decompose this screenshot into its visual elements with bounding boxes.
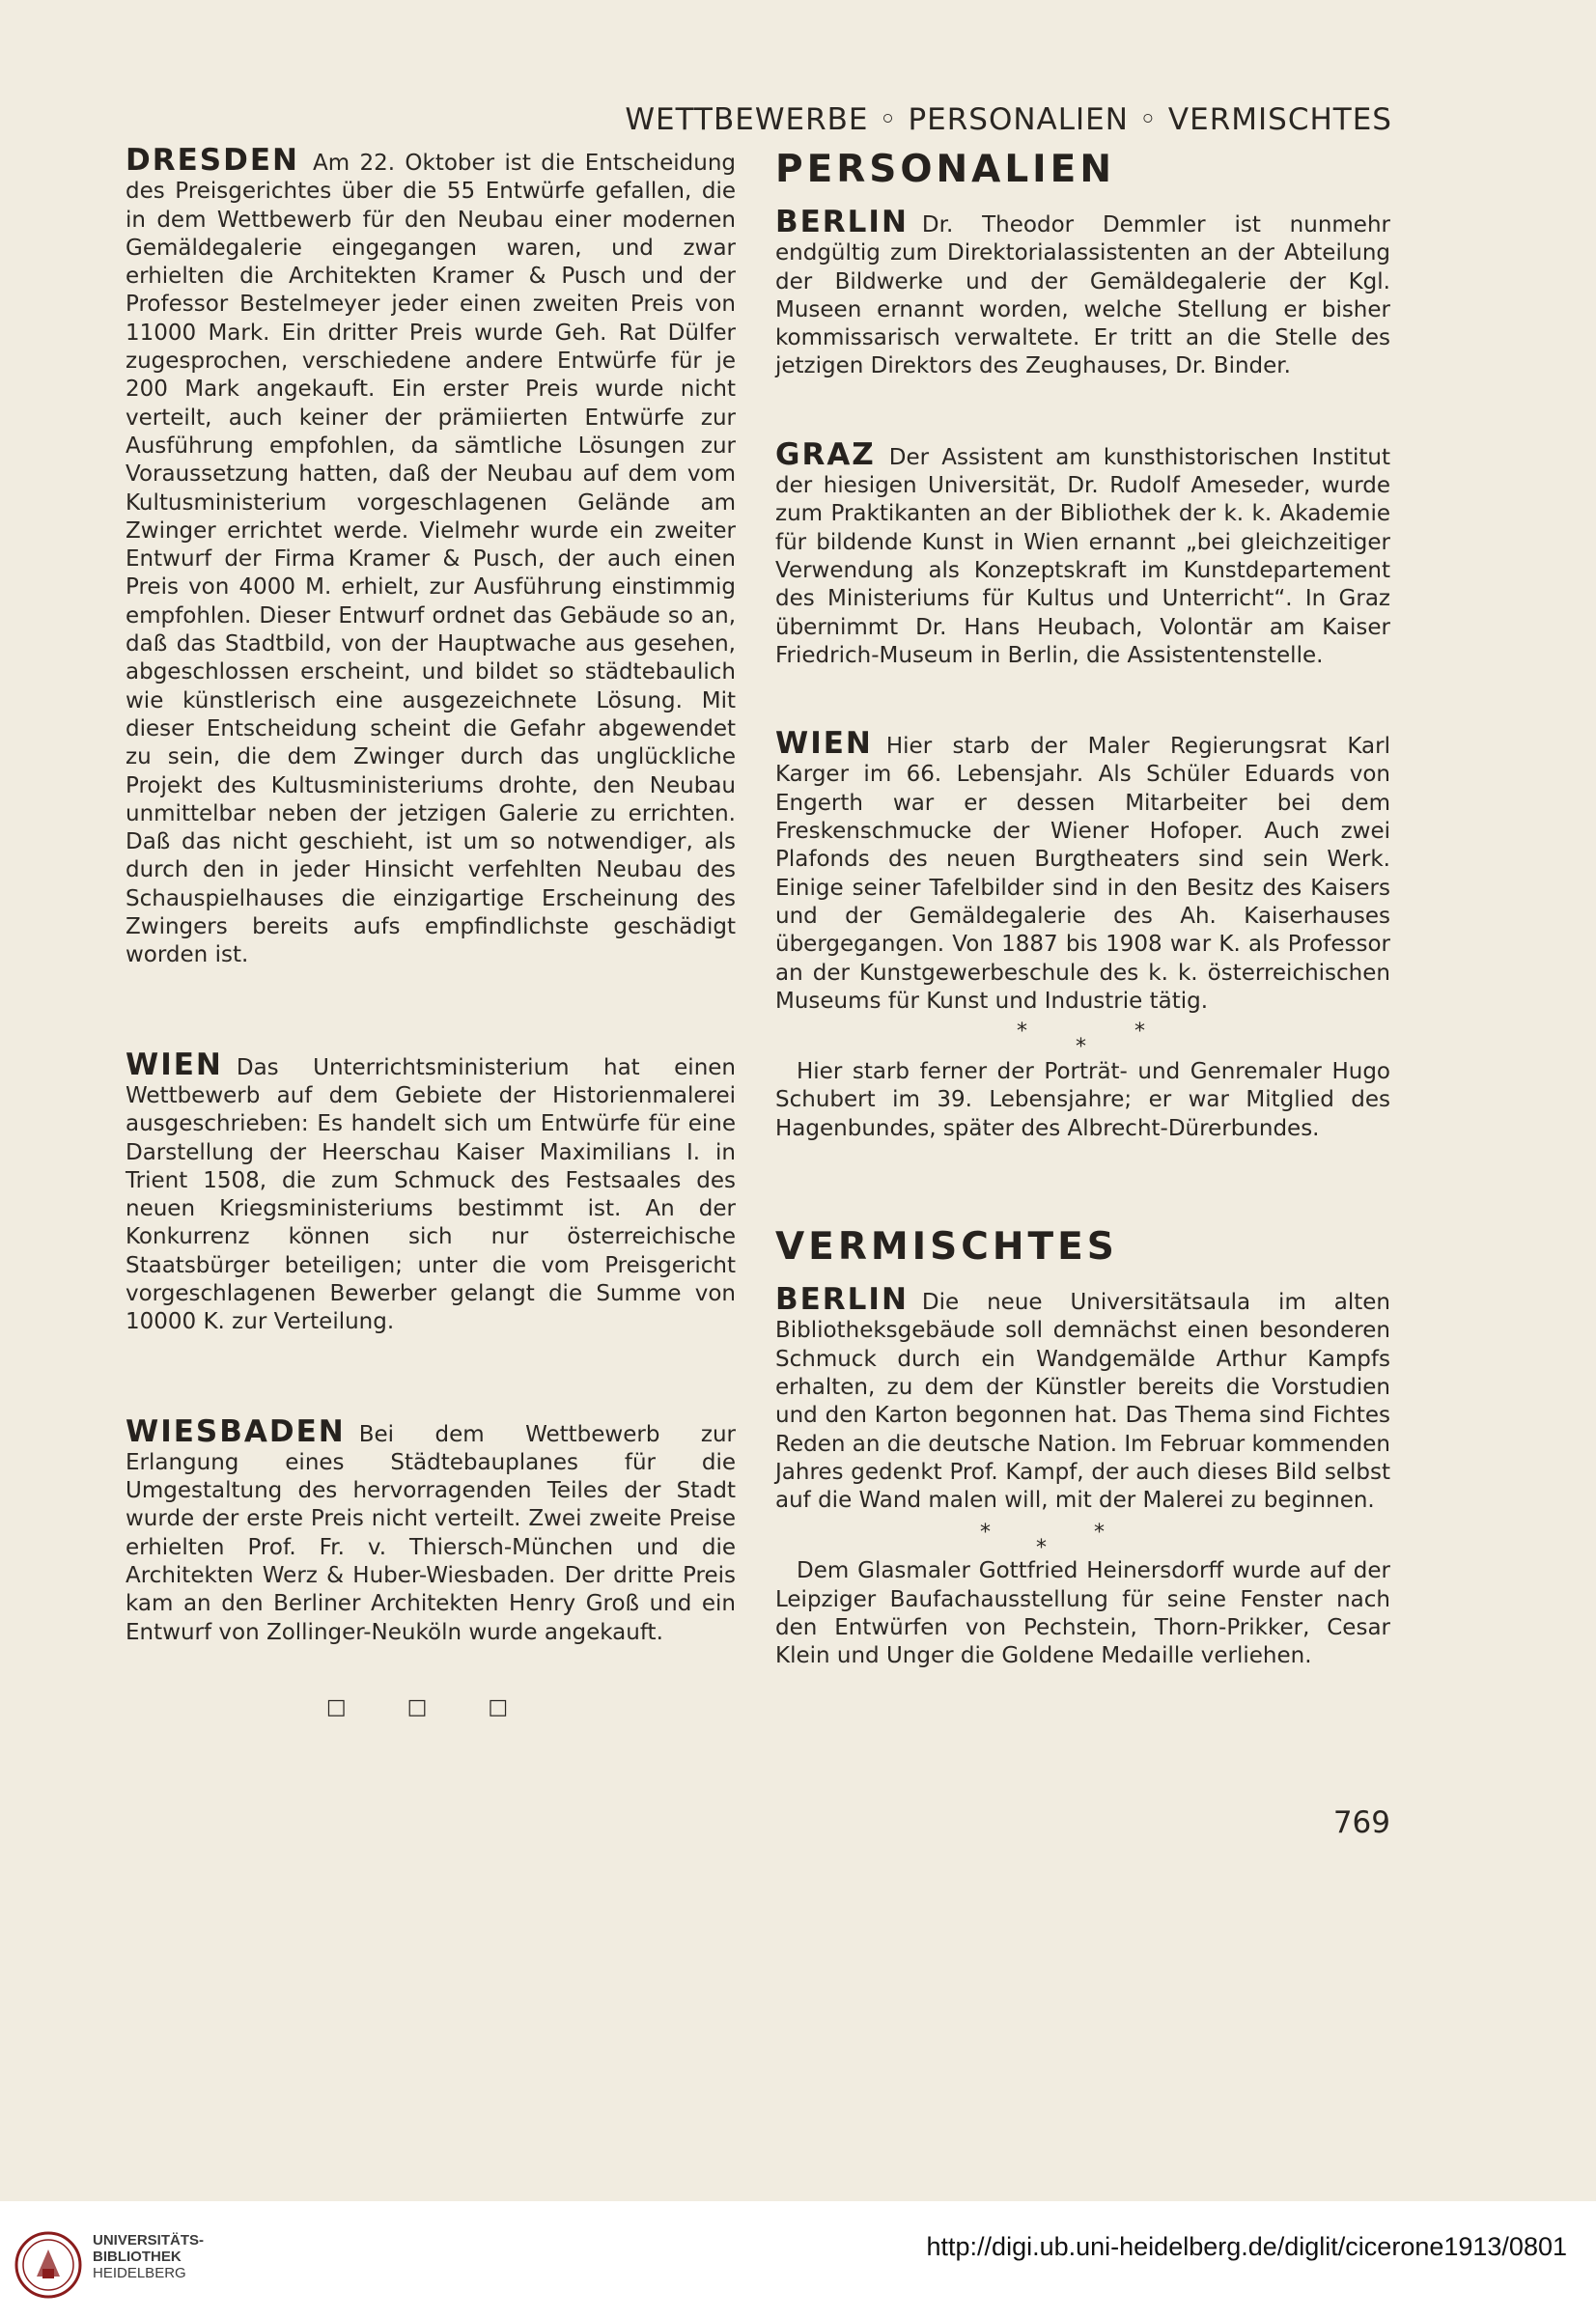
note-schubert: Hier starb ferner der Porträt- und Genremaler Hugo Schubert im 39. Lebensjahre; er war Mitglied des Hagenbundes, später des Albrecht-Dürerbundes.: [775, 1059, 1390, 1141]
article-wien-personalien: [775, 726, 1390, 1016]
article-berlin: [775, 205, 1390, 381]
article-text: Die neue Universitätsaula im alten Bibliotheksgebäude soll demnächst einen besonderen Schmuck durch ein Wandgemälde Arthur Kampfs erhalten, zu dem der Künstler bereits die Vorstudien und den Karton begonnen hat. Das Thema sind Fichtes Reden an die deutsche Nation. Im Februar kommenden Jahres gedenkt Prof. Kampf, der auch dieses Bild selbst auf die Wand malen will, mit der Malerei zu beginnen.: [775, 1290, 1390, 1514]
right-column: [775, 147, 1390, 1671]
running-head: WETTBEWERBE ◦ PERSONALIEN ◦ VERMISCHTES: [625, 102, 1392, 137]
article-berlin-vermischtes: [775, 1282, 1390, 1515]
article-text: Der Assistent am kunsthistorischen Institut der hiesigen Universität, Dr. Rudolf Ameseder, wurde zum Praktikanten an der Bibliothek der k. k. Akademie für bildende Kunst in Wien ernannt „bei gleichzeitiger Verwendung als Konzeptskraft im Kunstdepartement des Ministeriums für Kultus und Unterricht“. In Graz übernimmt Dr. Hans Heubach, Volontär am Kaiser Friedrich-Museum in Berlin, die Assistentenstelle.: [775, 444, 1390, 668]
article-graz: [775, 436, 1390, 670]
article-text: Dr. Theodor Demmler ist nunmehr endgültig zum Direktorialassistenten an der Abteilung der Bildwerke und der Gemäldegalerie der Kgl. Museen ernannt worden, welche Stellung er bisher kommissarisch verwaltete. Er tritt an die Stelle des jetzigen Direktors des Zeughauses, Dr. Binder.: [775, 212, 1390, 379]
page-number: 769: [1332, 1805, 1390, 1840]
left-column: [126, 143, 736, 1721]
ornament-squares: □ □ □: [325, 1694, 536, 1719]
article-text: Bei dem Wettbewerb zur Erlangung eines Städtebauplanes für die Umgestaltung des hervorragenden Teiles der Stadt wurde der erste Preis nicht verteilt. Zwei zweite Preise erhielten Prof. Fr. v. Thiersch-München und die Architekten Werz & Huber-Wiesbaden. Der dritte Preis kam an den Berliner Architekten Henry Groß und ein Entwurf von Zollinger-Neuköln wurde angekauft.: [126, 1421, 736, 1645]
asterisk: *: [1017, 1020, 1027, 1045]
note-heinersdorff: Dem Glasmaler Gottfried Heinersdorff wurde auf der Leipziger Baufachausstellung für seine Fenster nach den Entwürfen von Pechstein, Thorn-Prikker, Cesar Klein und Unger die Goldene Medaille verliehen.: [775, 1558, 1390, 1669]
article-lead: BERLIN: [775, 1282, 909, 1318]
article-text: Hier starb der Maler Regierungsrat Karl Karger im 66. Lebensjahr. Als Schüler Eduards von Engerth war er dessen Mitarbeiter bei dem Freskenschmucke der Wiener Hofoper. Auch zwei Plafonds des neuen Burgtheaters sind sein Werk. Einige seiner Tafelbilder sind in den Besitz des Kaisers und der Gemäldegalerie des Ah. Kaiserhauses übergegangen. Von 1887 bis 1908 war K. als Professor an der Kunstgewerbeschule des k. k. österreichischen Museums für Kunst und Industrie tätig.: [775, 734, 1390, 1014]
asterism: [775, 1515, 1390, 1561]
asterism: [775, 1016, 1390, 1058]
asterisk: *: [980, 1521, 991, 1546]
article-wiesbaden: [126, 1413, 736, 1647]
article-lead: BERLIN: [775, 205, 909, 239]
asterisk: *: [1094, 1521, 1105, 1546]
asterisk: *: [1036, 1536, 1047, 1561]
article-lead: WIEN: [775, 726, 873, 762]
article-text: Das Unterrichtsministerium hat einen Wettbewerb auf dem Gebiete der Historienmalerei ausgeschrieben: Es handelt sich um Entwürfe für eine Darstellung der Heerschau Kaiser Maximilians I. in Trient 1508, die zum Schmuck des Festsaales des neuen Kriegsministeriums bestimmt ist. An der Konkurrenz können sich nur österreichische Staatsbürger beteiligen; unter die vom Preisgericht vorgeschlagenen Bewerber gelangt die Summe von 10000 K. zur Verteilung.: [126, 1054, 736, 1335]
article-lead: GRAZ: [775, 436, 876, 472]
section-heading-vermischtes: VERMISCHTES: [775, 1225, 1118, 1270]
article-lead: WIESBADEN: [126, 1413, 346, 1449]
article-wien: [126, 1047, 736, 1337]
section-heading-personalien: PERSONALIEN: [775, 148, 1115, 191]
article-lead: WIEN: [126, 1047, 223, 1082]
library-name: UNIVERSITÄTS- BIBLIOTHEK HEIDELBERG: [93, 2232, 205, 2281]
asterisk: *: [1076, 1035, 1086, 1060]
source-url-link[interactable]: http://digi.ub.uni-heidelberg.de/diglit/cicerone1913/0801: [926, 2232, 1567, 2261]
university-seal-icon: [14, 2230, 83, 2300]
article-dresden: [126, 143, 736, 970]
article-text: Am 22. Oktober ist die Entscheidung des Preisgerichtes über die 55 Entwürfe gefallen, die in dem Wettbewerb für den Neubau einer modernen Gemäldegalerie eingegangen waren, und zwar erhielten die Architekten Kramer & Pusch und der Professor Bestelmeyer jeder einen zweiten Preis von 11000 Mark. Ein dritter Preis wurde Geh. Rat Dülfer zugesprochen, verschiedene andere Entwürfe für je 200 Mark angekauft. Ein erster Preis wurde nicht verteilt, auch keiner der prämiierten Entwürfe zur Ausführung empfohlen, da sämtliche Lösungen zur Voraussetzung hatten, daß der Neubau auf dem vom Kultusministerium vorgeschlagenen Gelände am Zwinger errichtet werde. Vielmehr wurde ein zweiter Entwurf der Firma Kramer & Pusch, der auch einen Preis von 4000 M. erhielt, zur Ausführung einstimmig empfohlen. Dieser Entwurf ordnet das Gebäude so an, daß das Stadtbild, von der Hauptwache aus gesehen, abgeschlossen erscheint, und bildet so städtebaulich wie künstlerisch eine ausgezeichnete Lösung. Mit dieser Entscheidung scheint die Gefahr abgewendet zu sein, die dem Zwinger durch das unglückliche Projekt des Kultusministeriums drohte, den Neubau unmittelbar neben der jetzigen Galerie zu errichten. Daß das nicht geschieht, ist um so notwendiger, als durch den in jeder Hinsicht verfehlten Neubau des Schauspielhauses die einzigartige Erscheinung des Zwingers bereits aufs empfindlichste geschädigt worden ist.: [126, 151, 736, 968]
footer-bar: [0, 2201, 1596, 2319]
asterisk: *: [1134, 1020, 1145, 1045]
article-lead: DRESDEN: [126, 143, 299, 178]
